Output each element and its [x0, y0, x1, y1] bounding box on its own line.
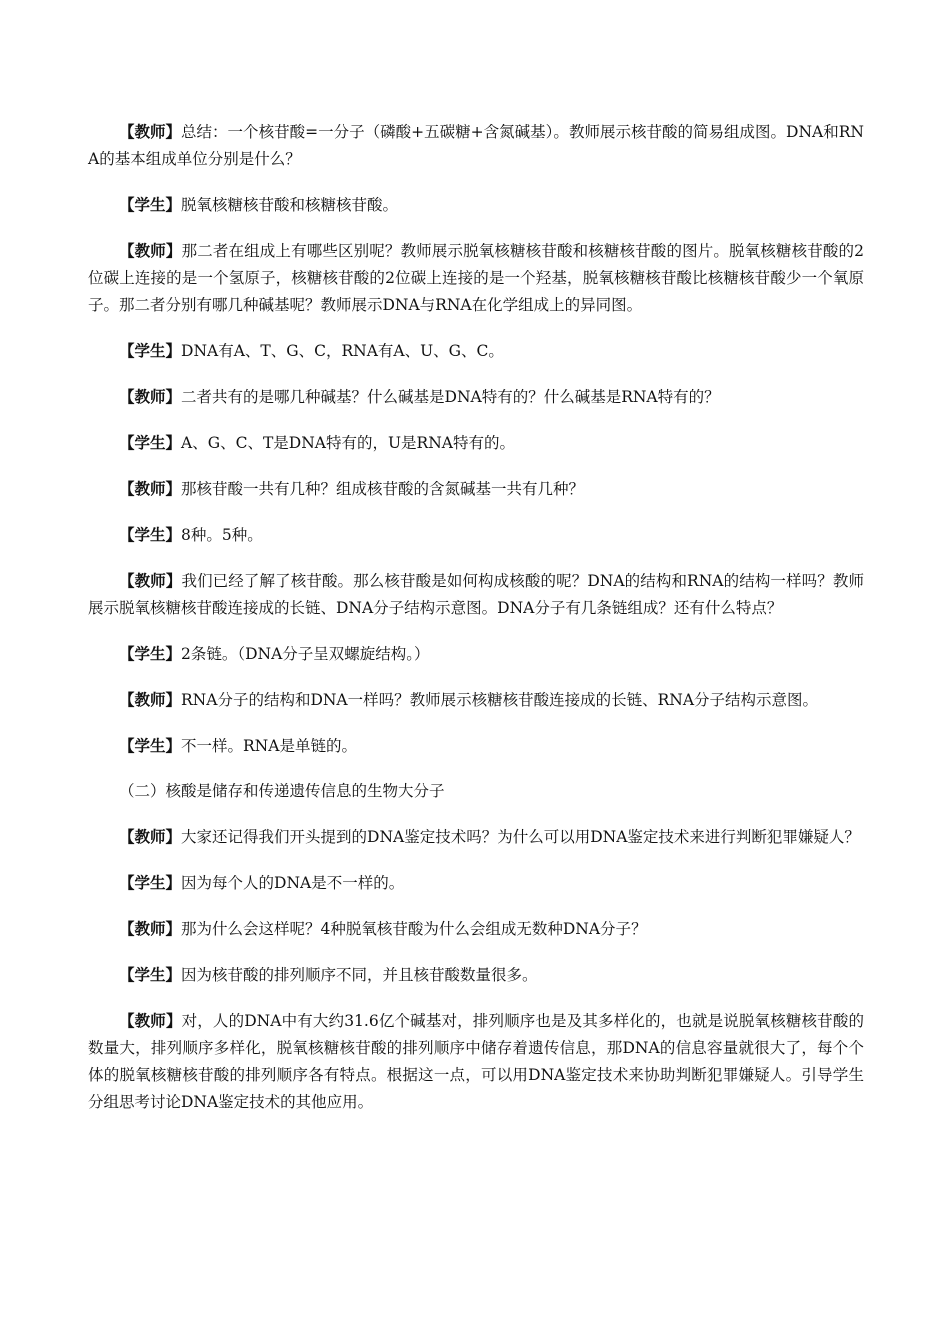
- paragraph-16: [88, 915, 864, 943]
- speaker-label: 【学生】: [119, 341, 182, 360]
- paragraph-6: [88, 429, 864, 457]
- speaker-label: 【教师】: [119, 827, 182, 846]
- speaker-label: 【学生】: [119, 525, 182, 544]
- paragraph-text: 那二者在组成上有哪些区别呢？教师展示脱氧核糖核苷酸和核糖核苷酸的图片。脱氧核糖核苷酸的2位碳上连接的是一个氢原子，核糖核苷酸的2位碳上连接的是一个羟基，脱氧核糖核苷酸比核糖核苷酸少一个氧原子。那二者分别有哪几种碱基呢？教师展示DNA与RNA在化学组成上的异同图。: [88, 242, 864, 314]
- paragraph-text: DNA有A、T、G、C，RNA有A、U、G、C。: [181, 342, 504, 360]
- paragraph-18: [88, 1007, 864, 1116]
- speaker-label: 【学生】: [119, 965, 182, 984]
- paragraph-text: 我们已经了解了核苷酸。那么核苷酸是如何构成核酸的呢？DNA的结构和RNA的结构一样吗？教师展示脱氧核糖核苷酸连接成的长链、DNA分子结构示意图。DNA分子有几条链组成？还有什么特点？: [88, 572, 864, 617]
- paragraph-12: [88, 732, 864, 760]
- paragraph-text: 那核苷酸一共有几种？组成核苷酸的含氮碱基一共有几种？: [181, 480, 585, 498]
- paragraph-text: 不一样。RNA是单链的。: [181, 737, 357, 755]
- paragraph-5: [88, 383, 864, 411]
- paragraph-8: [88, 521, 864, 549]
- paragraph-9: [88, 567, 864, 622]
- paragraph-2: [88, 191, 864, 219]
- speaker-label: 【教师】: [119, 1011, 182, 1030]
- speaker-label: 【学生】: [119, 873, 182, 892]
- document-page: [88, 118, 864, 1134]
- speaker-label: 【教师】: [119, 571, 182, 590]
- paragraph-7: [88, 475, 864, 503]
- paragraph-text: 二者共有的是哪几种碱基？什么碱基是DNA特有的？什么碱基是RNA特有的？: [181, 388, 720, 406]
- speaker-label: 【教师】: [119, 241, 182, 260]
- speaker-label: 【教师】: [119, 387, 182, 406]
- speaker-label: 【教师】: [119, 122, 182, 141]
- speaker-label: 【教师】: [119, 919, 182, 938]
- paragraph-text: 对，人的DNA中有大约31.6亿个碱基对，排列顺序也是及其多样化的，也就是说脱氧核糖核苷酸的数量大，排列顺序多样化，脱氧核糖核苷酸的排列顺序中储存着遗传信息，那DNA的信息容量就很大了，每个个体的脱氧核糖核苷酸的排列顺序各有特点。根据这一点，可以用DNA鉴定技术来协助判断犯罪嫌疑人。引导学生分组思考讨论DNA鉴定技术的其他应用。: [88, 1012, 864, 1111]
- speaker-label: 【学生】: [119, 433, 182, 452]
- paragraph-text: A、G、C、T是DNA特有的，U是RNA特有的。: [181, 434, 515, 452]
- speaker-label: 【教师】: [119, 479, 182, 498]
- paragraph-text: 总结：一个核苷酸=一分子（磷酸+五碳糖+含氮碱基）。教师展示核苷酸的简易组成图。DNA和RNA的基本组成单位分别是什么？: [88, 123, 864, 168]
- paragraph-text: 那为什么会这样呢？4种脱氧核苷酸为什么会组成无数种DNA分子？: [181, 920, 647, 938]
- speaker-label: 【学生】: [119, 644, 182, 663]
- paragraph-3: [88, 237, 864, 319]
- paragraph-text: 8种。5种。: [181, 526, 263, 544]
- paragraph-14: [88, 823, 864, 851]
- paragraph-text: RNA分子的结构和DNA一样吗？教师展示核糖核苷酸连接成的长链、RNA分子结构示意图。: [181, 691, 819, 709]
- paragraph-text: 脱氧核糖核苷酸和核糖核苷酸。: [181, 196, 399, 214]
- paragraph-4: [88, 337, 864, 365]
- paragraph-text: 因为每个人的DNA是不一样的。: [181, 874, 405, 892]
- paragraph-text: 因为核苷酸的排列顺序不同，并且核苷酸数量很多。: [181, 966, 538, 984]
- speaker-label: 【学生】: [119, 195, 182, 214]
- speaker-label: 【学生】: [119, 736, 182, 755]
- paragraph-17: [88, 961, 864, 989]
- speaker-label: 【教师】: [119, 690, 182, 709]
- paragraph-15: [88, 869, 864, 897]
- section-heading: [88, 778, 864, 805]
- paragraph-text: 大家还记得我们开头提到的DNA鉴定技术吗？为什么可以用DNA鉴定技术来进行判断犯罪嫌疑人？: [181, 828, 860, 846]
- section-heading-text: （二）核酸是储存和传递遗传信息的生物大分子: [119, 782, 445, 800]
- paragraph-10: [88, 640, 864, 668]
- paragraph-11: [88, 686, 864, 714]
- paragraph-text: 2条链。（DNA分子呈双螺旋结构。）: [181, 645, 430, 663]
- paragraph-1: [88, 118, 864, 173]
